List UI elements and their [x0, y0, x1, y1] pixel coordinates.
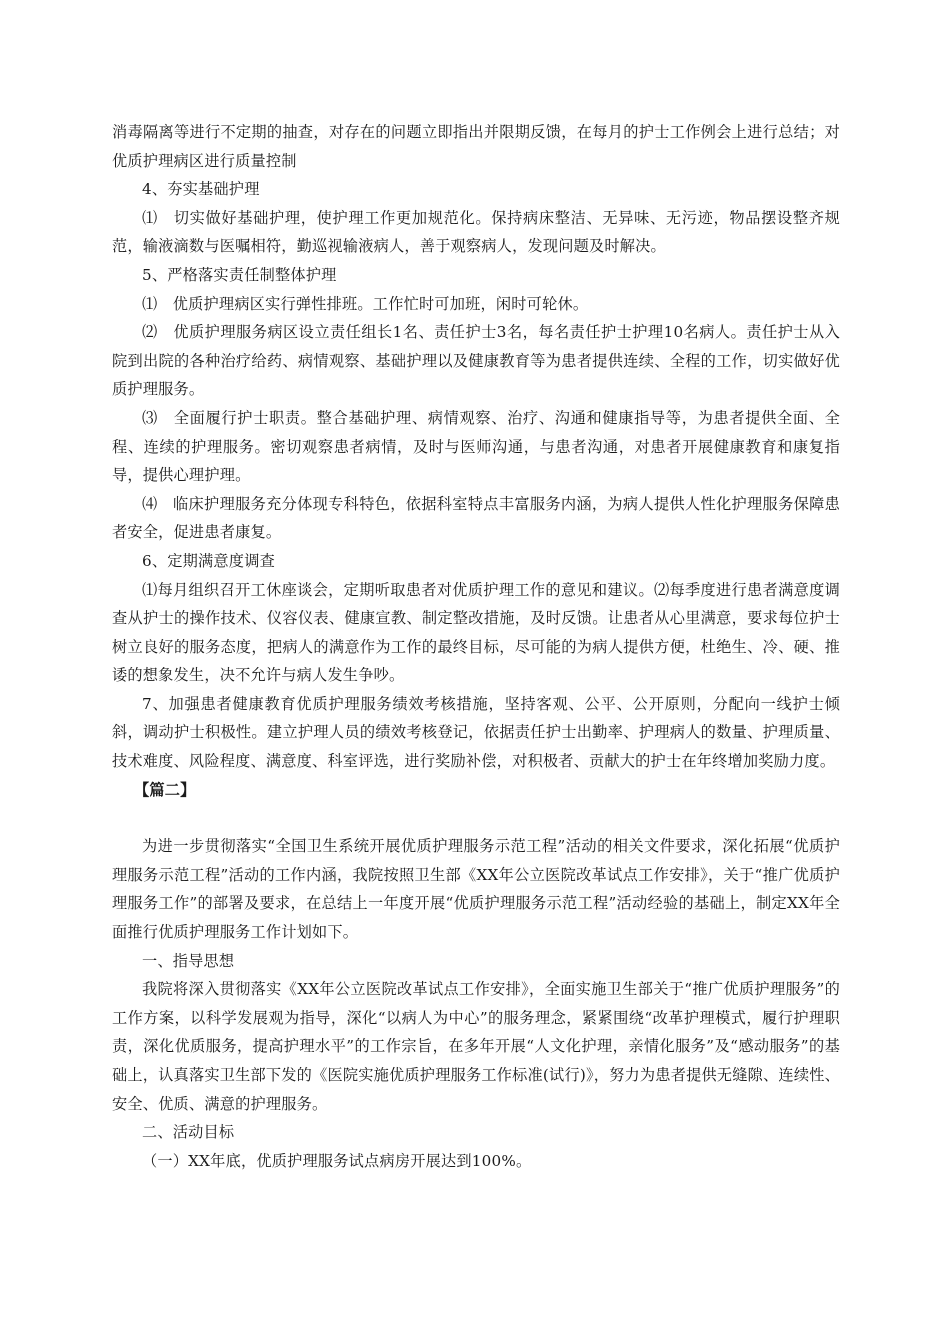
heading-responsibility-system: 5、严格落实责任制整体护理 [142, 265, 337, 284]
paragraph-satisfaction-survey: ⑴每月组织召开工休座谈会，定期听取患者对优质护理工作的意见和建议。⑵每季度进行患者满意度调查从护士的操作技术、仪容仪表、健康宣教、制定整改措施，及时反馈。让患者从心里满意，要求每位护士树立良好的服务态度，把病人的满意作为工作的最终目标，尽可能的为病人提供方便，杜绝生、冷、硬、推诿的想象发生，决不允许与病人发生争吵。 [112, 580, 840, 685]
paragraph-responsibility-1: ⑴ 优质护理病区实行弹性排班。工作忙时可加班，闲时可轮休。 [142, 294, 589, 313]
heading-guiding-ideology: 一、指导思想 [142, 951, 235, 970]
document-page [112, 118, 840, 1175]
paragraph-quality-control: 消毒隔离等进行不定期的抽查，对存在的问题立即指出并限期反馈，在每月的护士工作例会上进行总结；对优质护理病区进行质量控制 [112, 123, 840, 170]
heading-basic-nursing: 4、夯实基础护理 [142, 180, 260, 199]
heading-satisfaction-survey: 6、定期满意度调查 [142, 551, 275, 570]
paragraph-responsibility-2: ⑵ 优质护理服务病区设立责任组长1名、责任护士3名，每名责任护士护理10名病人。责任护士从入院到出院的各种治疗给药、病情观察、基础护理以及健康教育等为患者提供连续、全程的工作，切实做好优质护理服务。 [112, 323, 840, 399]
paragraph-activity-goal-1: （一）XX年底，优质护理服务试点病房开展达到100%。 [142, 1151, 532, 1170]
spacer [112, 804, 840, 832]
paragraph-responsibility-3: ⑶ 全面履行护士职责。整合基础护理、病情观察、治疗、沟通和健康指导等，为患者提供全面、全程、连续的护理服务。密切观察患者病情，及时与医师沟通，与患者沟通，对患者开展健康教育和康复指导，提供心理护理。 [112, 408, 840, 485]
paragraph-performance-assessment: 7、加强患者健康教育优质护理服务绩效考核措施，坚持客观、公平、公开原则，分配向一线护士倾斜，调动护士积极性。建立护理人员的绩效考核登记，依据责任护士出勤率、护理病人的数量、护理质量、技术难度、风险程度、满意度、科室评选，进行奖励补偿，对积极者、贡献大的护士在年终增加奖励力度。 [112, 694, 840, 771]
section-title-part-two: 【篇二】 [134, 780, 196, 799]
paragraph-guiding-ideology: 我院将深入贯彻落实《XX年公立医院改革试点工作安排》，全面实施卫生部关于“推广优质护理服务”的工作方案，以科学发展观为指导，深化“以病人为中心”的服务理念，紧紧围绕“改革护理模式，履行护理职责，深化优质服务，提高护理水平”的工作宗旨，在多年开展“人文化护理，亲情化服务”及“感动服务”的基础上，认真落实卫生部下发的《医院实施优质护理服务工作标准(试行)》，努力为患者提供无缝隙、连续性、安全、优质、满意的护理服务。 [112, 980, 840, 1113]
heading-activity-goals: 二、活动目标 [142, 1123, 235, 1142]
paragraph-introduction: 为进一步贯彻落实“全国卫生系统开展优质护理服务示范工程”活动的相关文件要求，深化拓展“优质护理服务示范工程”活动的工作内涵，我院按照卫生部《XX年公立医院改革试点工作安排》，关于“推广优质护理服务工作”的部署及要求，在总结上一年度开展“优质护理服务示范工程”活动经验的基础上，制定XX年全面推行优质护理服务工作计划如下。 [112, 837, 840, 942]
paragraph-responsibility-4: ⑷ 临床护理服务充分体现专科特色，依据科室特点丰富服务内涵，为病人提供人性化护理服务保障患者安全，促进患者康复。 [112, 494, 840, 542]
paragraph-basic-nursing-1: ⑴ 切实做好基础护理，使护理工作更加规范化。保持病床整洁、无异味、无污迹，物品摆设整齐规范，输液滴数与医嘱相符，勤巡视输液病人，善于观察病人，发现问题及时解决。 [112, 208, 840, 256]
